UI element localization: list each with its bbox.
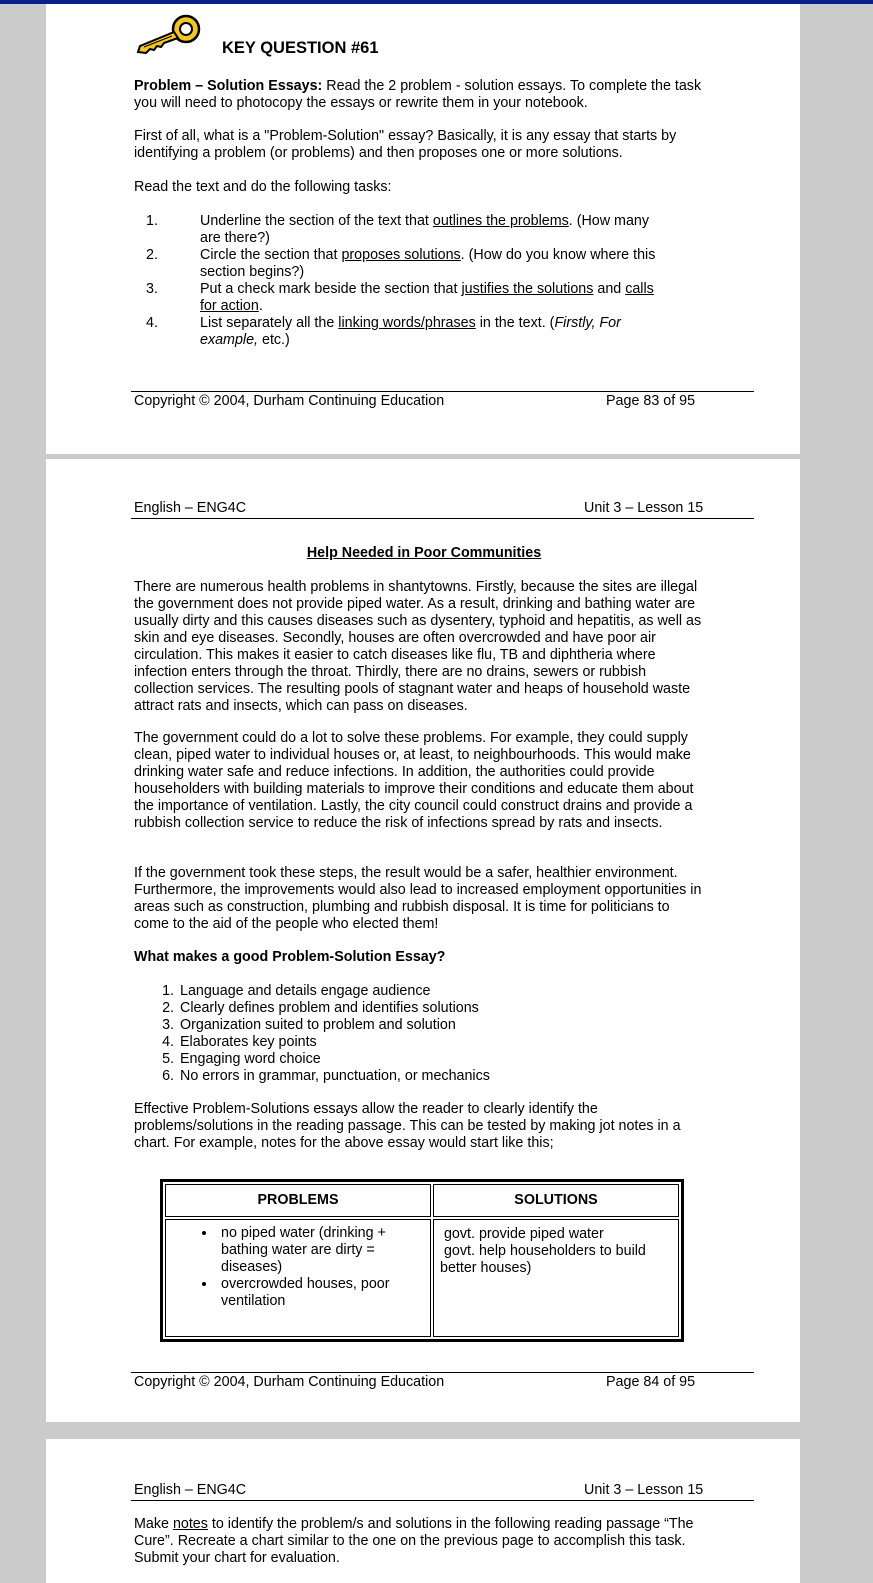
criteria-item: 6. No errors in grammar, punctuation, or mechanics xyxy=(178,1068,698,1085)
footer-copyright: Copyright © 2004, Durham Continuing Education xyxy=(134,393,445,409)
footer-page-number: Page 84 of 95 xyxy=(606,1374,696,1390)
problem-solution-chart xyxy=(160,1179,684,1342)
read-instructions: Read the text and do the following tasks: xyxy=(134,179,392,195)
criteria-item: 3. Organization suited to problem and solution xyxy=(178,1017,698,1034)
problems-cell xyxy=(165,1219,431,1337)
intro-text: Read the 2 problem - solution essays. To complete the task you will need to photocopy the essays or rewrite them in your notebook. xyxy=(134,78,702,111)
task-item: 1. Underline the section of the text that outlines the problems. (How many are there?) xyxy=(146,213,650,246)
footer-rule xyxy=(131,391,754,392)
assignment-instructions: Make notes to identify the problem/s and solutions in the following reading passage “The Cure”. Recreate a chart similar to the one on the previous page to accomplish this task. Submit your chart for evaluation. xyxy=(134,1516,694,1566)
criteria-item: 2. Clearly defines problem and identifies solutions xyxy=(178,1000,698,1017)
header-course: English – ENG4C xyxy=(134,500,247,516)
header-course: English – ENG4C xyxy=(134,1482,247,1498)
effective-paragraph: Effective Problem-Solutions essays allow the reader to clearly identify the problems/solutions in the reading passage. This can be tested by making jot notes in a chart. For example, notes for the above essay would start like this; xyxy=(134,1101,681,1151)
solution-note: govt. help householders to build better houses) xyxy=(440,1243,650,1276)
document-page-83 xyxy=(46,4,800,454)
header-rule xyxy=(131,518,754,519)
problems-column-header: PROBLEMS xyxy=(165,1184,431,1217)
header-unit: Unit 3 – Lesson 15 xyxy=(584,500,704,516)
footer-rule xyxy=(131,1372,754,1373)
task-item: 3. Put a check mark beside the section that justifies the solutions and calls for action. xyxy=(146,281,654,314)
essay-paragraph-conclusion: If the government took these steps, the result would be a safer, healthier environment. Furthermore, the improvements would also lead to increased employment opportunities in areas such as construction, plumbing and rubbish disposal. It is time for politicians to come to the aid of the people who elected them! xyxy=(134,865,702,932)
definition-paragraph: First of all, what is a "Problem-Solution" essay? Basically, it is any essay that starts by identifying a problem (or problems) and then proposes one or more solutions. xyxy=(134,128,677,161)
header-unit: Unit 3 – Lesson 15 xyxy=(584,1482,704,1498)
criteria-item: 4. Elaborates key points xyxy=(178,1034,698,1051)
document-page-85 xyxy=(46,1439,800,1583)
criteria-item: 1. Language and details engage audience xyxy=(178,983,698,1000)
solution-note: govt. provide piped water xyxy=(440,1226,604,1242)
criteria-heading: What makes a good Problem-Solution Essay? xyxy=(134,949,446,965)
criteria-item: 5. Engaging word choice xyxy=(178,1051,698,1068)
problem-note: • overcrowded houses, poor ventilation xyxy=(217,1276,429,1310)
footer-copyright: Copyright © 2004, Durham Continuing Education xyxy=(134,1374,445,1390)
essay-paragraph-problems: There are numerous health problems in shantytowns. Firstly, because the sites are illegal the government does not provide piped water. As a result, drinking and bathing water are usually dirty and this causes diseases such as dysentery, typhoid and hepatitis, as well as skin and eye diseases. Secondly, houses are often overcrowded and have poor air circulation. This makes it easier to catch diseases like flu, TB and diphtheria where infection enters through the throat. Thirdly, there are no drains, sewers or rubbish collection services. The resulting pools of stagnant water and heaps of household waste attract rats and insects, which can pass on diseases. xyxy=(134,579,702,714)
task-list xyxy=(134,213,670,349)
solutions-column-header: SOLUTIONS xyxy=(433,1184,679,1217)
key-question-heading: KEY QUESTION #61 xyxy=(222,39,379,57)
solutions-cell xyxy=(433,1219,679,1337)
essay-paragraph-solutions: The government could do a lot to solve these problems. For example, they could supply clean, piped water to individual houses or, at least, to neighbourhoods. This would make drinking water safe and reduce infections. In addition, the authorities could provide householders with building materials to improve their conditions and educate them about the importance of ventilation. Lastly, the city council could construct drains and provide a rubbish collection service to reduce the risk of infections spread by rats and insects. xyxy=(134,730,694,831)
task-item: 2. Circle the section that proposes solutions. (How do you know where this section begins?) xyxy=(146,247,656,280)
problem-note: • no piped water (drinking + bathing water are dirty = diseases) xyxy=(217,1225,429,1276)
footer-page-number: Page 83 of 95 xyxy=(606,393,696,409)
key-icon xyxy=(134,12,202,54)
criteria-list xyxy=(134,983,698,1085)
document-page-84 xyxy=(46,459,800,1422)
intro-paragraph xyxy=(134,78,714,112)
task-item: 4. List separately all the linking words/phrases in the text. (Firstly, For example, etc.) xyxy=(146,315,621,348)
header-rule xyxy=(131,1500,754,1501)
essay-title: Help Needed in Poor Communities xyxy=(306,545,542,561)
intro-bold-label: Problem – Solution Essays: xyxy=(134,78,323,94)
